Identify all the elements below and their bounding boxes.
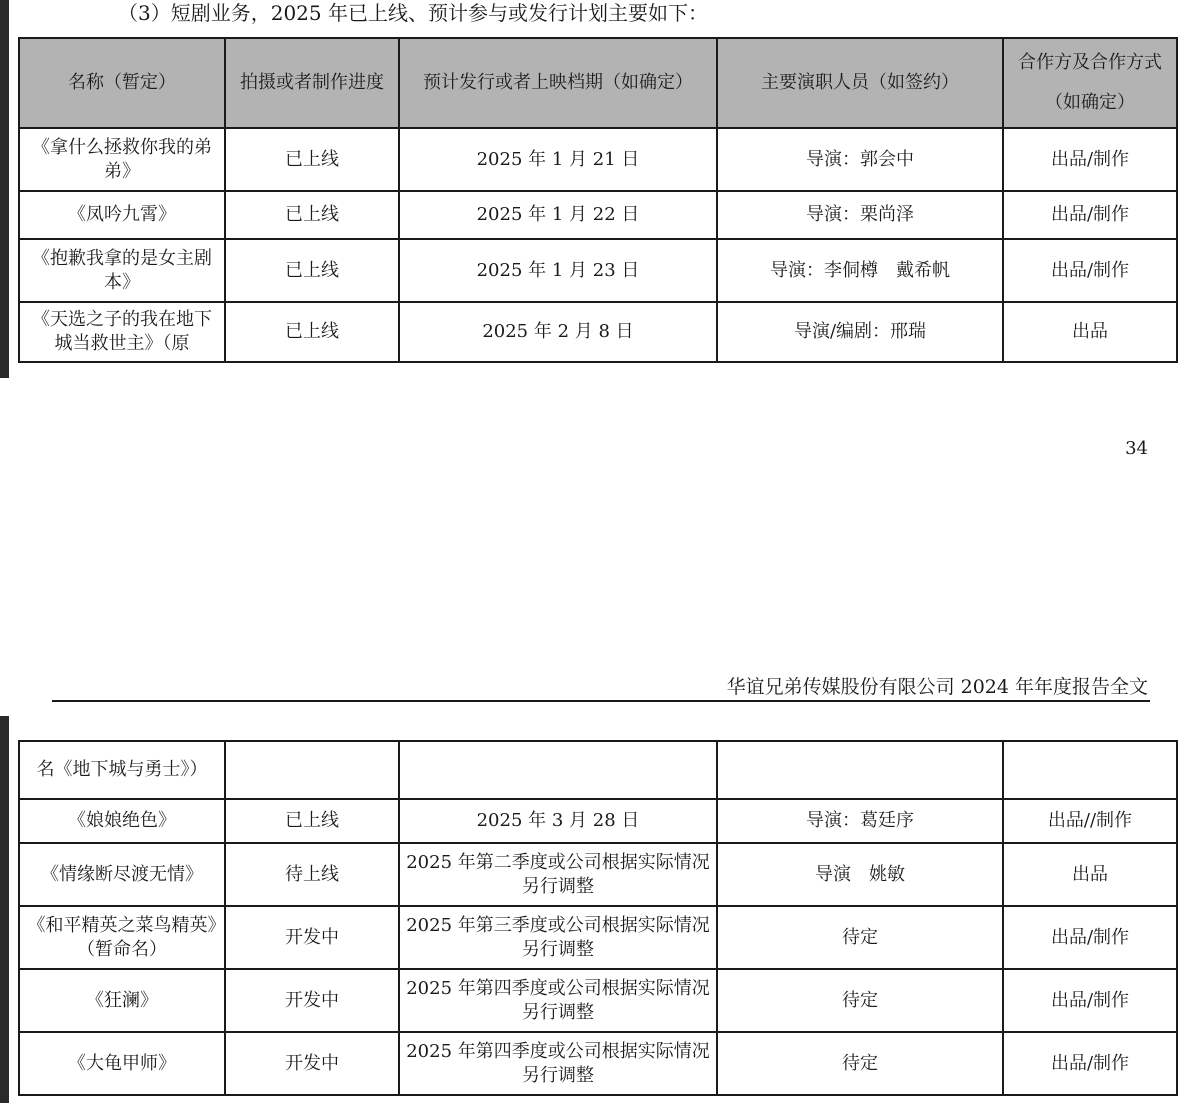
cell-cast-crew: 导演/编剧：邢瑞 — [717, 302, 1003, 362]
cell-name: 《娘娘绝色》 — [19, 799, 225, 843]
page-edge-left-bottom — [0, 716, 9, 1103]
section-intro: （3）短剧业务，2025 年已上线、预计参与或发行计划主要如下： — [118, 1, 708, 25]
cell-partner: 出品//制作 — [1003, 799, 1177, 843]
cell-progress: 待上线 — [225, 843, 399, 906]
header-partner: 合作方及合作方式（如确定） — [1003, 38, 1177, 128]
table-row — [19, 741, 1177, 799]
cell-cast-crew: 待定 — [717, 1032, 1003, 1095]
cell-progress: 已上线 — [225, 799, 399, 843]
drama-table-bottom — [18, 740, 1178, 1096]
header-progress: 拍摄或者制作进度 — [225, 38, 399, 128]
cell-name: 《大龟甲师》 — [19, 1032, 225, 1095]
cell-partner: 出品/制作 — [1003, 1032, 1177, 1095]
cell-release-date: 2025 年第四季度或公司根据实际情况另行调整 — [399, 969, 717, 1032]
cell-partner: 出品/制作 — [1003, 239, 1177, 302]
cell-progress — [225, 741, 399, 799]
cell-partner: 出品/制作 — [1003, 969, 1177, 1032]
page-number: 34 — [1125, 438, 1148, 459]
table-header-row — [19, 38, 1177, 128]
cell-cast-crew — [717, 741, 1003, 799]
page-edge-left-top — [0, 0, 9, 378]
cell-cast-crew: 待定 — [717, 969, 1003, 1032]
cell-name: 名《地下城与勇士》） — [19, 741, 225, 799]
cell-partner: 出品/制作 — [1003, 906, 1177, 969]
cell-cast-crew: 导演：郭会中 — [717, 128, 1003, 191]
cell-release-date: 2025 年第三季度或公司根据实际情况另行调整 — [399, 906, 717, 969]
cell-name: 《抱歉我拿的是女主剧本》 — [19, 239, 225, 302]
cell-cast-crew: 导演 姚敏 — [717, 843, 1003, 906]
table-row — [19, 239, 1177, 302]
cell-progress: 已上线 — [225, 128, 399, 191]
cell-name: 《凤吟九霄》 — [19, 191, 225, 239]
drama-table-top — [18, 37, 1178, 363]
table-row — [19, 906, 1177, 969]
cell-cast-crew: 导演：栗尚泽 — [717, 191, 1003, 239]
cell-partner: 出品/制作 — [1003, 191, 1177, 239]
cell-progress: 开发中 — [225, 1032, 399, 1095]
table-row — [19, 191, 1177, 239]
cell-cast-crew: 导演：李侗樽 戴希帆 — [717, 239, 1003, 302]
cell-release-date: 2025 年 1 月 21 日 — [399, 128, 717, 191]
cell-release-date: 2025 年 1 月 22 日 — [399, 191, 717, 239]
cell-name: 《天选之子的我在地下城当救世主》（原 — [19, 302, 225, 362]
table-row — [19, 1032, 1177, 1095]
cell-partner: 出品/制作 — [1003, 128, 1177, 191]
cell-name: 《情缘断尽渡无情》 — [19, 843, 225, 906]
cell-release-date: 2025 年第四季度或公司根据实际情况另行调整 — [399, 1032, 717, 1095]
cell-partner: 出品 — [1003, 843, 1177, 906]
cell-progress: 已上线 — [225, 302, 399, 362]
cell-release-date: 2025 年 1 月 23 日 — [399, 239, 717, 302]
header-release-date: 预计发行或者上映档期（如确定） — [399, 38, 717, 128]
running-header: 华谊兄弟传媒股份有限公司 2024 年年度报告全文 — [726, 676, 1148, 698]
cell-release-date — [399, 741, 717, 799]
header-name: 名称（暂定） — [19, 38, 225, 128]
cell-name: 《拿什么拯救你我的弟弟》 — [19, 128, 225, 191]
table-row — [19, 969, 1177, 1032]
cell-progress: 已上线 — [225, 239, 399, 302]
header-rule — [52, 700, 1150, 702]
cell-progress: 已上线 — [225, 191, 399, 239]
cell-partner — [1003, 741, 1177, 799]
cell-name: 《狂澜》 — [19, 969, 225, 1032]
table-row — [19, 302, 1177, 362]
table-row — [19, 843, 1177, 906]
table-row — [19, 128, 1177, 191]
cell-name: 《和平精英之菜鸟精英》（暂命名） — [19, 906, 225, 969]
cell-release-date: 2025 年 3 月 28 日 — [399, 799, 717, 843]
table-row — [19, 799, 1177, 843]
cell-partner: 出品 — [1003, 302, 1177, 362]
cell-progress: 开发中 — [225, 969, 399, 1032]
cell-cast-crew: 待定 — [717, 906, 1003, 969]
cell-release-date: 2025 年第二季度或公司根据实际情况另行调整 — [399, 843, 717, 906]
cell-progress: 开发中 — [225, 906, 399, 969]
cell-cast-crew: 导演：葛廷序 — [717, 799, 1003, 843]
header-cast-crew: 主要演职人员（如签约） — [717, 38, 1003, 128]
cell-release-date: 2025 年 2 月 8 日 — [399, 302, 717, 362]
